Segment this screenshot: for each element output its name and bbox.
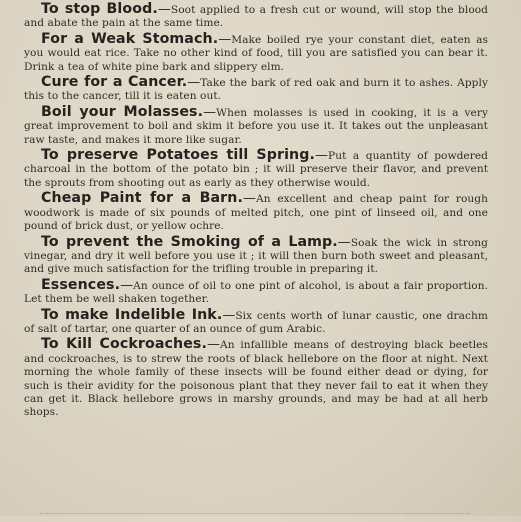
dash-separator: — xyxy=(218,31,232,47)
recipe-entry xyxy=(24,103,488,147)
recipe-title: For a Weak Stomach. xyxy=(41,30,219,47)
recipe-title: Boil your Molasses. xyxy=(41,103,204,120)
recipe-title: To prevent the Smoking of a Lamp. xyxy=(41,233,338,250)
page-edge xyxy=(40,513,470,522)
recipe-body: Take the bark of red oak and burn it to ashes. Apply this to the cancer, till it is eaten out. xyxy=(24,77,488,103)
recipe-title: To preserve Potatoes till Spring. xyxy=(41,147,315,164)
recipe-body: Soak the wick in strong vinegar, and dry it well before you use it ; it will then burn both sweet and pleasant, and give much satisfaction for the trifling trouble in preparing it. xyxy=(24,236,488,276)
dash-separator: — xyxy=(187,75,201,91)
dash-separator: — xyxy=(314,148,329,164)
dash-separator: — xyxy=(206,337,221,353)
recipe-body: Soot applied to a fresh cut or wound, will stop the blood and abate the pain at the same time. xyxy=(24,4,489,30)
recipe-entry xyxy=(24,3,488,31)
recipe-entry xyxy=(24,276,488,307)
dash-separator: — xyxy=(337,234,351,250)
dash-separator: — xyxy=(157,2,171,17)
recipe-body: When molasses is used in cooking, it is a very great improvement to boil and skim it before you use it. It takes out the unpleasant raw taste, and makes it more like sugar. xyxy=(24,106,488,146)
recipe-entry xyxy=(24,149,488,190)
recipe-entry xyxy=(24,233,488,277)
recipe-title: Essences. xyxy=(41,276,121,293)
recipe-entry xyxy=(24,338,488,419)
recipe-title: To make Indelible Ink. xyxy=(41,306,223,323)
recipe-entry xyxy=(24,306,488,337)
dash-separator: — xyxy=(120,277,134,293)
recipe-entry xyxy=(24,30,488,74)
recipe-entry xyxy=(24,76,488,104)
recipe-entry xyxy=(24,192,488,233)
recipe-body: Put a quantity of powdered charcoal in the bottom of the potato bin ; it will preserve their flavor, and prevent the sprouts from shooting out as early as they otherwise would. xyxy=(24,150,488,189)
recipe-title: Cure for a Cancer. xyxy=(41,74,188,91)
recipe-body: Six cents worth of lunar caustic, one drachm of salt of tartar, one quarter of an ounce of gum Arabic. xyxy=(24,309,488,335)
recipe-body: An excellent and cheap paint for rough woodwork is made of six pounds of melted pitch, one pint of linseed oil, and one pound of brick dust, or yellow ochre. xyxy=(24,193,488,233)
dash-separator: — xyxy=(242,191,257,207)
recipe-title: To Kill Cockroaches. xyxy=(41,336,207,353)
recipe-body: Make boiled rye your constant diet, eaten as you would eat rice. Take no other kind of food, till you are satisfied you can bear it. Drink a tea of white pine bark and slippery elm. xyxy=(24,33,488,73)
dash-separator: — xyxy=(203,104,217,120)
recipe-body: An ounce of oil to one pint of alcohol, is about a fair proportion. Let them be well shaken together. xyxy=(24,279,488,306)
recipe-title: Cheap Paint for a Barn. xyxy=(41,190,243,207)
dash-separator: — xyxy=(222,307,236,323)
recipe-body: An infallible means of destroying black beetles and cockroaches, is to strew the roots of black hellebore on the floor at night. Next morning the whole family of these insects will be found either dead or dying, for such is their avidity for the poisonous plant that they never fail to eat it when they can get it. Black hellebore grows in marshy grounds, and may be had at all herb shops. xyxy=(24,339,488,419)
recipe-title: To stop Blood. xyxy=(41,1,158,17)
